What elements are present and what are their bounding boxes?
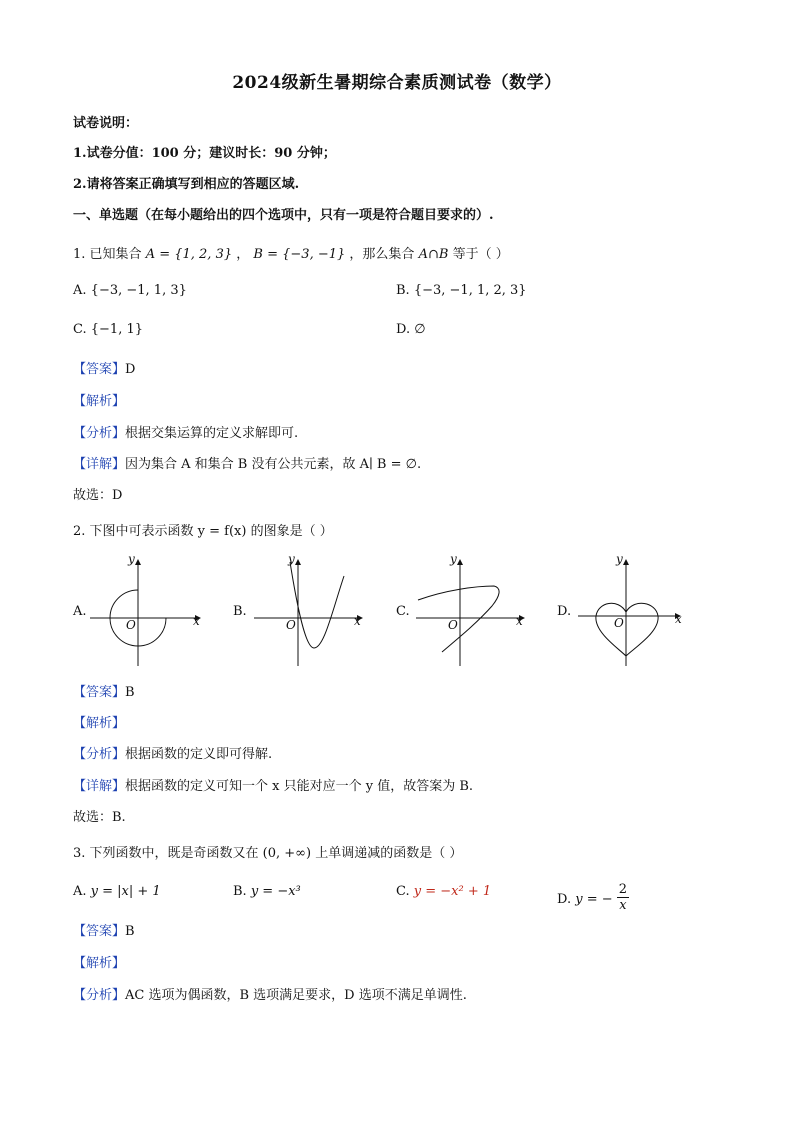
q3-option-d-label: D. <box>557 892 572 907</box>
q2-figure-a-graph <box>90 552 210 670</box>
q2-fenxi-tag: 【分析】 <box>73 747 126 762</box>
q2-answer-value: B <box>125 685 135 700</box>
q1-set-a: A = {1, 2, 3} <box>145 247 233 262</box>
q3-option-d-lhs: y = − <box>575 892 613 907</box>
q2-b-x-label: x <box>354 614 361 628</box>
q2-figure-b[interactable] <box>254 552 374 670</box>
q3-option-b[interactable] <box>233 884 301 899</box>
q2-choice: 故选：B. <box>73 810 126 825</box>
q1-option-b-text: {−3, −1, 1, 2, 3} <box>413 283 527 298</box>
q2-answer-tag: 【答案】 <box>73 685 126 700</box>
q1-option-d-text: ∅ <box>414 322 426 337</box>
q1-option-d[interactable] <box>396 322 426 337</box>
q3-option-d-numerator: 2 <box>618 882 628 897</box>
q1-stem-mid: ，那么集合 <box>349 247 415 262</box>
q2-figure-d[interactable] <box>578 552 698 670</box>
q2-figure-c[interactable] <box>416 552 536 670</box>
q3-option-a[interactable] <box>73 884 161 899</box>
q1-fenxi-tag: 【分析】 <box>73 426 126 441</box>
q2-answer <box>73 681 135 700</box>
q2-figure-d-graph <box>578 552 698 670</box>
q1-option-b[interactable] <box>396 283 527 298</box>
q1-answer-value: D <box>125 362 136 377</box>
q3-fenxi <box>73 984 467 1003</box>
q2-xiangjie-tag: 【详解】 <box>73 779 126 794</box>
q2-figure-a[interactable] <box>90 552 210 670</box>
page-title: 2024级新生暑期综合素质测试卷（数学） <box>232 73 562 93</box>
q3-option-d[interactable] <box>557 884 629 915</box>
q2-figure-d-label: D. <box>557 604 572 619</box>
q3-option-d-denominator: x <box>619 898 627 913</box>
q2-c-curve <box>418 586 499 652</box>
q1-xiangjie-tag: 【详解】 <box>73 457 126 472</box>
q1-choice: 故选：D <box>73 488 123 503</box>
q3-answer-tag: 【答案】 <box>73 924 126 939</box>
q1-fenxi <box>73 422 298 441</box>
q3-option-b-label: B. <box>233 884 247 899</box>
q3-analysis-tag: 【解析】 <box>73 956 126 971</box>
q1-xiangjie-text: 因为集合 A 和集合 B 没有公共元素，故 A∣ B = ∅. <box>125 457 422 472</box>
q3-option-a-label: A. <box>73 884 87 899</box>
instructions-heading: 试卷说明： <box>73 116 139 131</box>
q1-expr: A∩B <box>418 247 449 262</box>
q2-c-origin: O <box>448 618 458 632</box>
q1-answer <box>73 358 135 377</box>
q1-option-a[interactable] <box>73 283 187 298</box>
q2-b-origin: O <box>286 618 296 632</box>
q3-fenxi-tag: 【分析】 <box>73 988 126 1003</box>
q1-option-d-label: D. <box>396 322 411 337</box>
q2-xiangjie-text: 根据函数的定义可知一个 x 只能对应一个 y 值，故答案为 B. <box>125 779 474 794</box>
q1-stem: 1. 已知集合 A = {1, 2, 3} ， B = {−3, −1} ，那么集合 A∩B 等于（ ） <box>73 247 509 262</box>
q2-fenxi <box>73 743 272 762</box>
q1-fenxi-text: 根据交集运算的定义求解即可. <box>125 426 299 441</box>
q3-option-c[interactable] <box>396 884 491 899</box>
q3-option-d-fraction <box>617 882 629 913</box>
q1-analysis-tag: 【解析】 <box>73 394 126 409</box>
q1-option-c[interactable] <box>73 322 143 337</box>
q2-figure-c-label: C. <box>396 604 410 619</box>
q2-c-x-label: x <box>516 614 523 628</box>
q2-figure-b-graph <box>254 552 374 670</box>
q2-d-curve <box>596 603 658 656</box>
q1-answer-tag: 【答案】 <box>73 362 126 377</box>
q2-figure-b-label: B. <box>233 604 247 619</box>
q2-d-x-label: x <box>675 612 682 626</box>
q3-answer <box>73 920 135 939</box>
q2-analysis-tag: 【解析】 <box>73 716 126 731</box>
instructions-item-2: 2.请将答案正确填写到相应的答题区域. <box>73 177 300 192</box>
q2-a-x-label: x <box>193 614 200 628</box>
q2-xiangjie <box>73 775 473 794</box>
q2-a-y-label: y <box>128 552 135 566</box>
q2-fenxi-text: 根据函数的定义即可得解. <box>125 747 273 762</box>
section-heading: 一、单选题（在每小题给出的四个选项中，只有一项是符合题目要求的）. <box>73 208 494 223</box>
q3-option-a-text: y = |x| + 1 <box>90 884 161 899</box>
q3-stem: 3. 下列函数中，既是奇函数又在 (0, +∞) 上单调递减的函数是（ ） <box>73 846 463 861</box>
q1-option-a-label: A. <box>73 283 87 298</box>
q2-a-origin: O <box>126 618 136 632</box>
q1-set-b: B = {−3, −1} <box>253 247 346 262</box>
q1-option-b-label: B. <box>396 283 410 298</box>
q3-answer-value: B <box>125 924 135 939</box>
q3-option-b-text: y = −x³ <box>250 884 301 899</box>
q2-d-y-label: y <box>616 552 623 566</box>
q1-option-a-text: {−3, −1, 1, 3} <box>90 283 187 298</box>
q1-option-c-label: C. <box>73 322 87 337</box>
instructions-item-1: 1.试卷分值：100 分；建议时长：90 分钟； <box>73 146 336 161</box>
q1-option-c-text: {−1, 1} <box>90 322 144 337</box>
q1-stem-prefix: 1. 已知集合 <box>73 247 142 262</box>
q1-stem-suffix: 等于（ ） <box>452 247 509 262</box>
q2-figure-c-graph <box>416 552 536 670</box>
q2-stem: 2. 下图中可表示函数 y = f(x) 的图象是（ ） <box>73 524 333 539</box>
q2-c-y-label: y <box>450 552 457 566</box>
q1-xiangjie <box>73 453 421 472</box>
q2-d-origin: O <box>614 616 624 630</box>
q3-fenxi-text: AC 选项为偶函数，B 选项满足要求，D 选项不满足单调性. <box>125 988 467 1003</box>
q2-b-y-label: y <box>288 552 295 566</box>
q3-option-c-text: y = −x² + 1 <box>413 884 492 899</box>
q3-option-c-label: C. <box>396 884 410 899</box>
q2-figure-a-label: A. <box>73 604 87 619</box>
